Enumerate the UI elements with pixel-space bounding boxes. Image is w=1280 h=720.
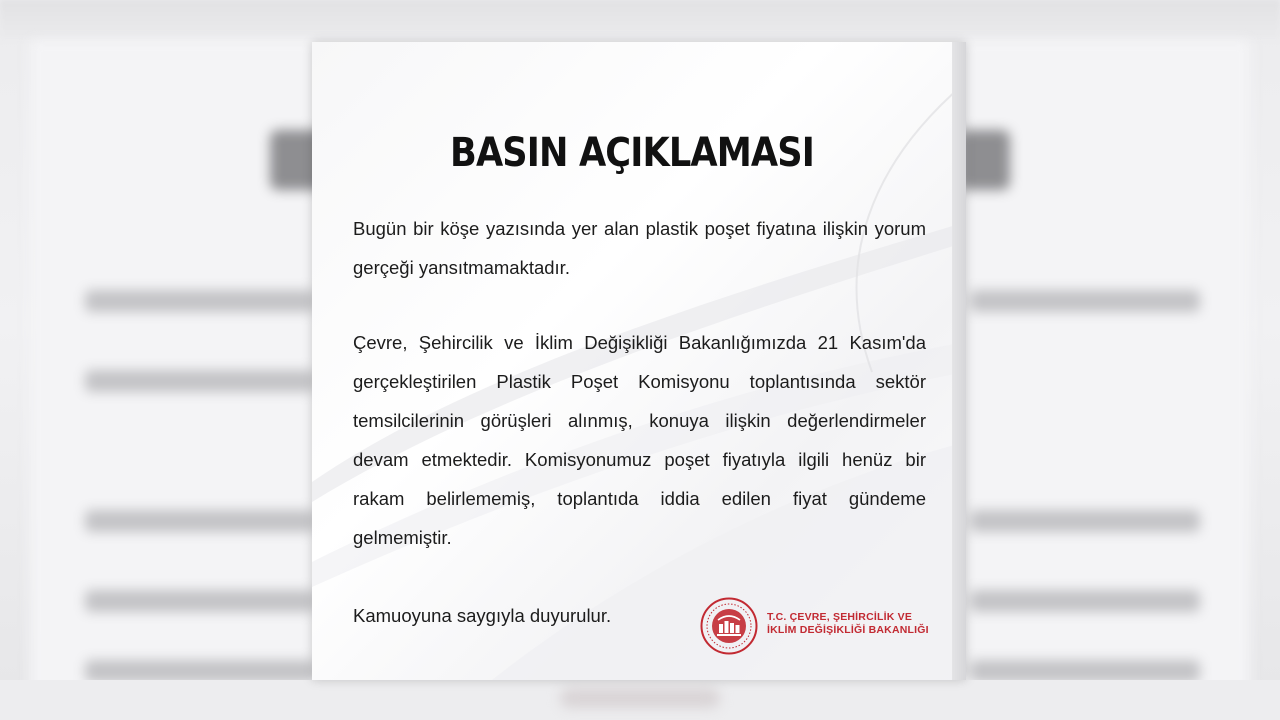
bottom-strip — [0, 680, 1280, 720]
top-strip — [0, 0, 1280, 40]
blurred-line — [85, 510, 315, 532]
blurred-smudge — [560, 688, 720, 708]
blurred-line — [970, 290, 1200, 312]
blurred-line — [970, 660, 1200, 682]
blurred-line — [85, 660, 315, 682]
press-release-card — [312, 42, 966, 680]
ministry-line-1: T.C. ÇEVRE, ŞEHİRCİLİK VE — [767, 611, 913, 623]
blurred-title-right — [960, 130, 1010, 190]
ministry-emblem-icon — [700, 597, 758, 655]
blurred-line — [85, 290, 315, 312]
ministry-line-2: İKLİM DEĞİŞİKLİĞİ BAKANLIĞI — [767, 624, 929, 636]
paragraph-1: Bugün bir köşe yazısında yer alan plastik poşet fiyatına ilişkin yorum gerçeği yansıtmamaktadır. — [353, 218, 926, 278]
ministry-logo — [700, 597, 940, 657]
blurred-line — [85, 370, 315, 392]
page-title: BASIN AÇIKLAMASI — [449, 130, 814, 176]
blurred-line — [970, 590, 1200, 612]
blurred-line — [85, 590, 315, 612]
card-edge — [952, 42, 966, 680]
paragraph-3: Kamuoyuna saygıyla duyurulur. — [353, 605, 612, 626]
ministry-name — [767, 611, 942, 637]
blurred-line — [970, 510, 1200, 532]
paragraph-2: Çevre, Şehircilik ve İklim Değişikliği Bakanlığımızda 21 Kasım'da gerçekleştirilen Plastik Poşet Komisyonu toplantısında sektör temsilcilerinin görüşleri alınmış, konuya ilişkin değerlendirmeler devam etmektedir. Komisyonumuz poşet fiyatıyla ilgili henüz bir rakam belirlememiş, toplantıda iddia edilen fiyat gündeme gelmemiştir. — [353, 332, 926, 548]
